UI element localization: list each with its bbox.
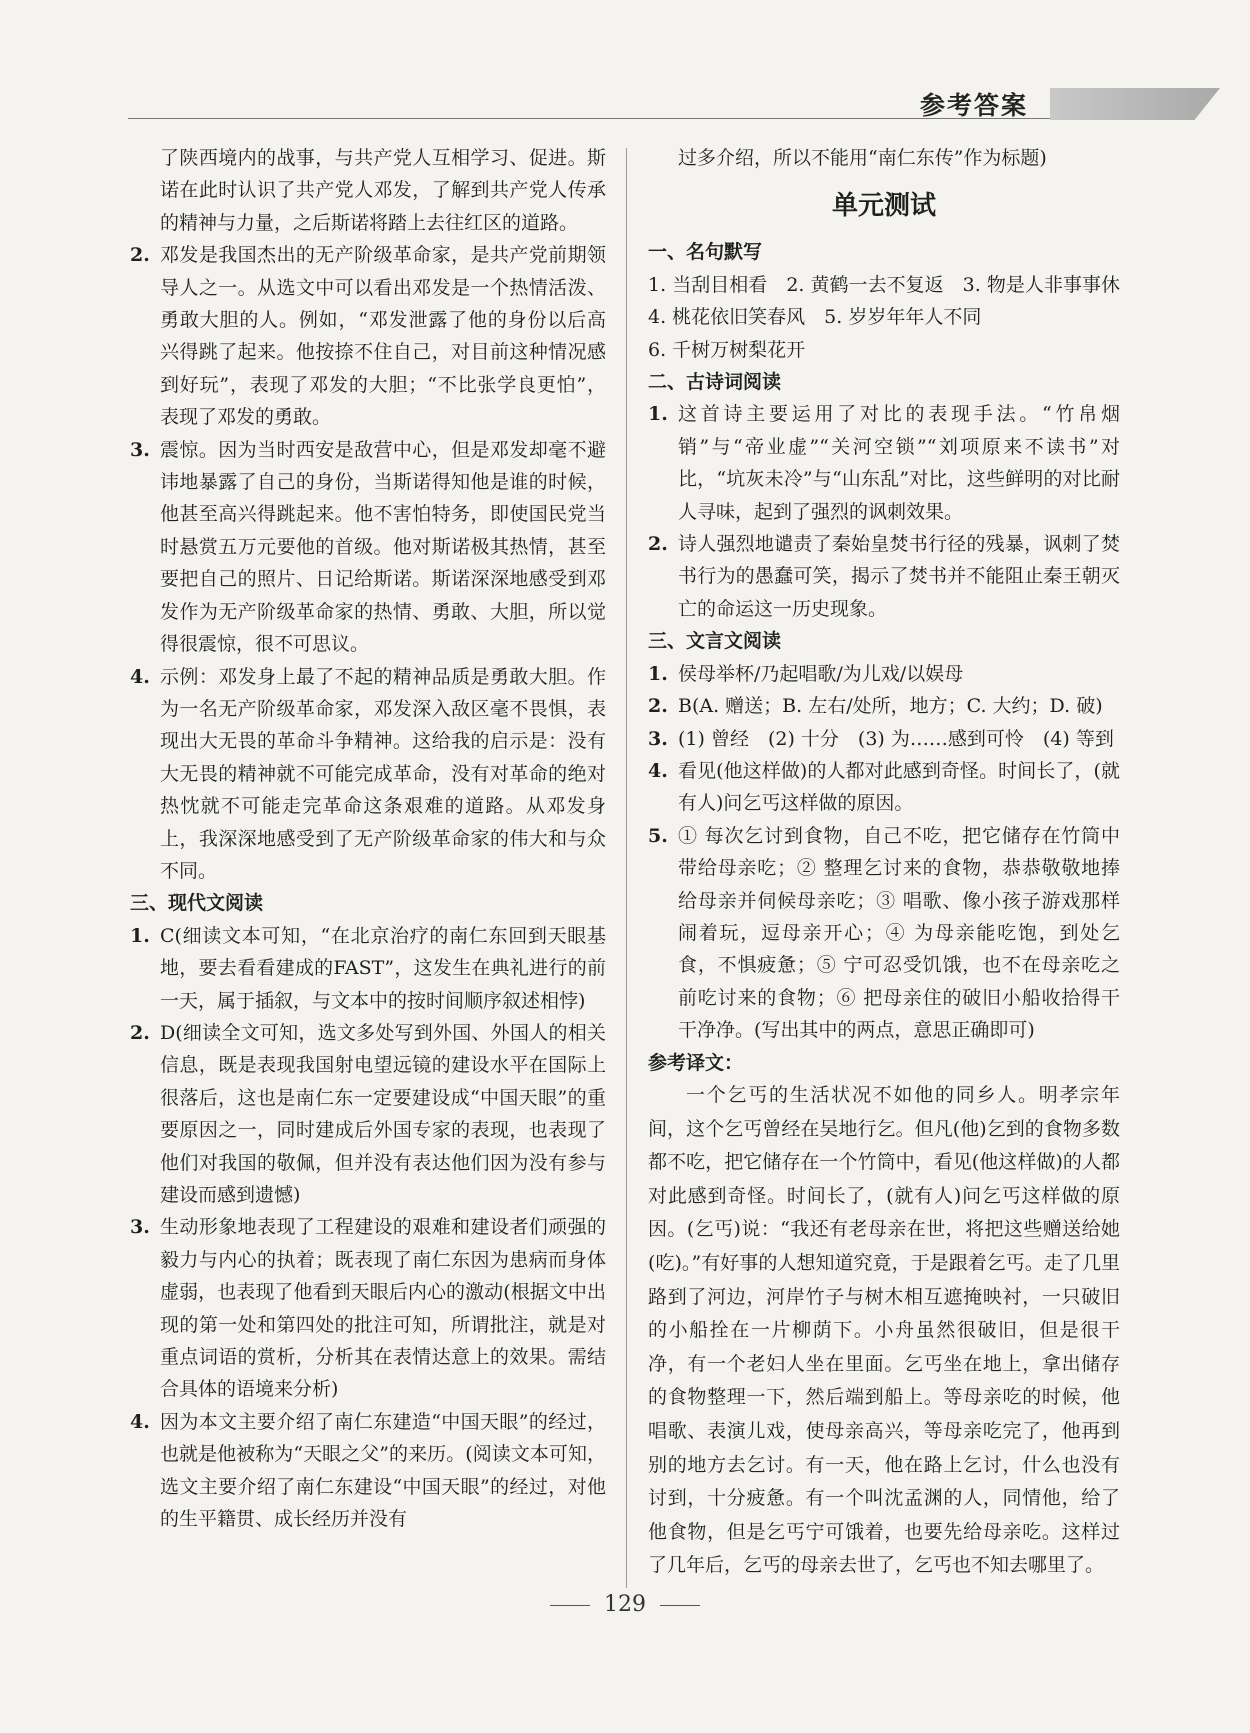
classical-item-4 xyxy=(648,755,1120,820)
answer-item-3 xyxy=(130,434,606,661)
item-number: 1. xyxy=(648,662,668,685)
modern-item-3 xyxy=(130,1211,606,1405)
item-text: 诗人强烈地谴责了秦始皇焚书行径的残暴，讽刺了焚书行为的愚蠢可笑，揭示了焚书并不能阻止秦王朝灭亡的命运这一历史现象。 xyxy=(678,533,1120,620)
translation-heading: 参考译文： xyxy=(648,1051,744,1074)
header-decoration xyxy=(1050,88,1220,120)
item-text: 示例：邓发身上最了不起的精神品质是勇敢大胆。作为一名无产阶级革命家，邓发深入敌区毫不畏惧，表现出大无畏的革命斗争精神。这给我的启示是：没有大无畏的精神就不可能完成革命，没有对革命的绝对热忱就不可能走完革命这条艰难的道路。从邓发身上，我深深地感受到了无产阶级革命家的伟大和与众不同。 xyxy=(160,665,606,882)
item-number: 2. xyxy=(648,533,668,556)
item-text: 这首诗主要运用了对比的表现手法。“竹帛烟销”与“帝业虚”“关河空锁”“刘项原来不读书”对比，“坑灰未冷”与“山东乱”对比，这些鲜明的对比耐人寻味，起到了强烈的讽刺效果。 xyxy=(678,403,1120,523)
classical-item-2 xyxy=(648,690,1120,722)
item-text: B(A. 赠送；B. 左右/处所，地方；C. 大约；D. 破) xyxy=(678,695,1103,718)
footer-dash-right xyxy=(660,1605,700,1606)
answer-item-4 xyxy=(130,661,606,888)
item-number: 2. xyxy=(130,1021,150,1044)
poetry-item-1 xyxy=(648,398,1120,528)
poetry-item-2 xyxy=(648,528,1120,625)
classical-item-5 xyxy=(648,820,1120,1047)
header-title: 参考答案 xyxy=(920,91,1029,120)
right-column xyxy=(648,142,1140,1583)
left-intro: 了陕西境内的战事，与共产党人互相学习、促进。斯诺在此时认识了共产党人邓发，了解到共产党人传承的精神与力量，之后斯诺将踏上去往红区的道路。 xyxy=(160,147,606,234)
section-heading-poetry: 二、古诗词阅读 xyxy=(648,371,782,394)
item-number: 1. xyxy=(648,403,668,426)
item-text: ① 每次乞讨到食物，自己不吃，把它储存在竹筒中带给母亲吃；② 整理乞讨来的食物，恭恭敬敬地捧给母亲并伺候母亲吃；③ 唱歌、像小孩子游戏那样闹着玩，逗母亲开心；④ 为母亲能吃饱，到处乞食，不惧疲惫；⑤ 宁可忍受饥饿，也不在母亲吃之前吃讨来的食物；⑥ 把母亲住的破旧小船收拾得干干净净。(写出其中的两点，意思正确即可) xyxy=(678,824,1120,1042)
item-text: 侯母举杯/乃起唱歌/为儿戏/以娱母 xyxy=(678,662,964,685)
translation-text: 一个乞丐的生活状况不如他的同乡人。明孝宗年间，这个乞丐曾经在吴地行乞。但凡(他)乞到的食物多数都不吃，把它储存在一个竹筒中，看见(他这样做)的人都对此感到奇怪。时间长了，(就有人)问乞丐这样做的原因。(乞丐)说：“我还有老母亲在世，将把这些赠送给她(吃)。”有好事的人想知道究竟，于是跟着乞丐。走了几里路到了河边，河岸竹子与树木相互遮掩映衬，一只破旧的小船拴在一片柳荫下。小舟虽然很破旧，但是很干净，有一个老妇人坐在里面。乞丐坐在地上，拿出储存的食物整理一下，然后端到船上。等母亲吃的时候，他唱歌、表演儿戏，使母亲高兴，等母亲吃完了，他再到别的地方去乞讨。有一天，他在路上乞讨，什么也没有讨到，十分疲惫。有一个叫沈孟渊的人，同情他，给了他食物，但是乞丐宁可饿着，也要先给母亲吃。这样过了几年后，乞丐的母亲去世了，乞丐也不知去哪里了。 xyxy=(648,1083,1120,1577)
header-rule xyxy=(128,118,1188,119)
item-text: C(细读文本可知，“在北京治疗的南仁东回到天眼基地，要去看看建成的FAST”，这发生在典礼进行的前一天，属于插叙，与文本中的按时间顺序叙述相悖) xyxy=(160,924,606,1012)
item-number: 2. xyxy=(648,695,668,718)
right-continuation: 过多介绍，所以不能用“南仁东传”作为标题) xyxy=(678,147,1047,169)
item-number: 4. xyxy=(130,665,150,688)
item-number: 5. xyxy=(648,824,668,847)
famous-lines-answers-6: 6. 千树万树梨花开 xyxy=(648,338,806,361)
classical-item-3 xyxy=(648,723,1120,755)
item-text: (1) 曾经 (2) 十分 (3) 为……感到可怜 (4) 等到 xyxy=(678,727,1114,750)
famous-lines-answers: 1. 当刮目相看 2. 黄鹤一去不复返 3. 物是人非事事休 4. 桃花依旧笑春风 5. 岁岁年年人不同 xyxy=(648,273,1140,329)
item-text: 生动形象地表现了工程建设的艰难和建设者们顽强的毅力与内心的执着；既表现了南仁东因为患病而身体虚弱，也表现了他看到天眼后内心的激动(根据文中出现的第一处和第四处的批注可知，所谓批注，就是对重点词语的赏析，分析其在表情达意上的效果。需结合具体的语境来分析) xyxy=(160,1216,606,1401)
classical-item-1 xyxy=(648,658,1120,690)
modern-item-2 xyxy=(130,1017,606,1211)
item-text: 看见(他这样做)的人都对此感到奇怪。时间长了，(就有人)问乞丐这样做的原因。 xyxy=(678,759,1120,815)
item-number: 1. xyxy=(130,924,150,947)
answer-item-2 xyxy=(130,239,606,433)
section-heading-famous-lines: 一、名句默写 xyxy=(648,241,763,264)
footer-dash-left xyxy=(550,1605,590,1606)
page-footer xyxy=(0,1592,1250,1617)
section-heading-classical: 三、文言文阅读 xyxy=(648,630,782,653)
modern-item-4 xyxy=(130,1406,606,1536)
modern-item-1 xyxy=(130,920,606,1017)
item-text: D(细读全文可知，选文多处写到外国、外国人的相关信息，既是表现我国射电望远镜的建设水平在国际上很落后，这也是南仁东一定要建设成“中国天眼”的重要原因之一，同时建成后外国专家的表现，也表现了他们对我国的敬佩，但并没有表达他们因为没有参与建设而感到遗憾) xyxy=(160,1021,606,1206)
item-number: 3. xyxy=(130,1216,150,1239)
item-number: 4. xyxy=(130,1410,150,1433)
unit-test-title: 单元测试 xyxy=(831,191,936,222)
left-column xyxy=(130,142,606,1535)
item-number: 3. xyxy=(130,438,150,461)
section-heading-modern-reading: 三、现代文阅读 xyxy=(130,892,264,915)
column-divider xyxy=(626,148,627,1588)
item-number: 3. xyxy=(648,727,668,750)
item-number: 4. xyxy=(648,759,668,782)
item-text: 因为本文主要介绍了南仁东建造“中国天眼”的经过，也就是他被称为“天眼之父”的来历。(阅读文本可知，选文主要介绍了南仁东建设“中国天眼”的经过，对他的生平籍贯、成长经历并没有 xyxy=(160,1410,606,1531)
item-text: 邓发是我国杰出的无产阶级革命家，是共产党前期领导人之一。从选文中可以看出邓发是一个热情活泼、勇敢大胆的人。例如，“邓发泄露了他的身份以后高兴得跳了起来。他按捺不住自己，对目前这种情况感到好玩”，表现了邓发的大胆；“不比张学良更怕”，表现了邓发的勇敢。 xyxy=(160,244,606,429)
page-number: 129 xyxy=(604,1592,646,1617)
item-text: 震惊。因为当时西安是敌营中心，但是邓发却毫不避讳地暴露了自己的身份，当斯诺得知他是谁的时候，他甚至高兴得跳起来。他不害怕特务，即使国民党当时悬赏五万元要他的首级。他对斯诺极其热情，甚至要把自己的照片、日记给斯诺。斯诺深深地感受到邓发作为无产阶级革命家的热情、勇敢、大胆，所以觉得很震惊，很不可思议。 xyxy=(160,438,606,656)
item-number: 2. xyxy=(130,244,150,267)
